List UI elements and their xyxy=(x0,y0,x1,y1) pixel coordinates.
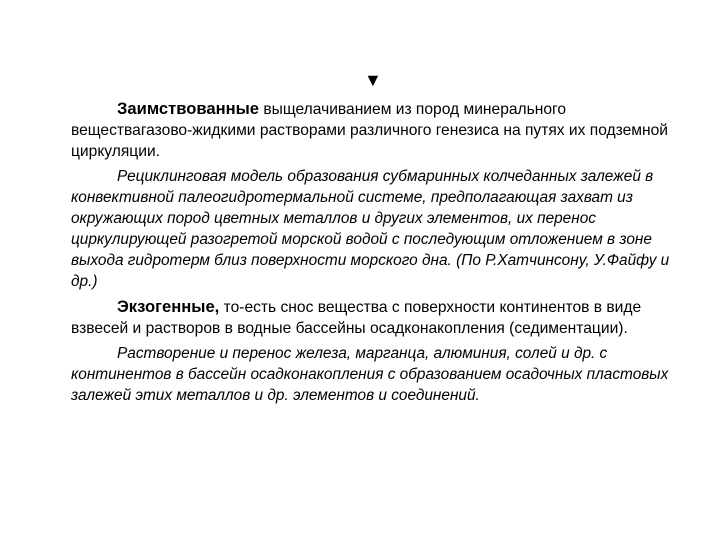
paragraph-dissolution-text: Растворение и перенос железа, марганца, алюминия, солей и др. с континентов в бассейн осадконакопления с образованием осадочных пластовых залежей этих металлов и др. элементов и соединений. xyxy=(71,345,669,404)
paragraph-recycling-model xyxy=(71,166,671,292)
triangle-marker-icon: ▼ xyxy=(364,70,382,90)
term-borrowed: Заимствованные xyxy=(117,99,260,118)
paragraph-recycling-model-text: Рециклинговая модель образования субмаринных колчеданных залежей в конвективной палеогидротермальной системе, предполагающая захват из окружающих пород цветных металлов и других элементов, их перенос циркулирующей разогретой морской водой с последующим отложением в зоне выхода гидротерм близ поверхности морского дна. (По Р.Хатчинсону, У.Файфу и др.) xyxy=(71,168,670,290)
paragraph-borrowed-text: выщелачиванием из пород минерального веществагазово-жидкими растворами различного генезиса на путях их подземной циркуляции. xyxy=(71,101,668,160)
paragraph-dissolution xyxy=(71,343,671,406)
paragraph-borrowed xyxy=(71,98,671,162)
paragraph-exogenous xyxy=(71,296,671,339)
slide-body xyxy=(71,98,671,406)
term-exogenous: Экзогенные, xyxy=(117,297,220,316)
paragraph-exogenous-text: то-есть снос вещества с поверхности континентов в виде взвесей и растворов в водные бассейны осадконакопления (седиментации). xyxy=(71,299,642,337)
